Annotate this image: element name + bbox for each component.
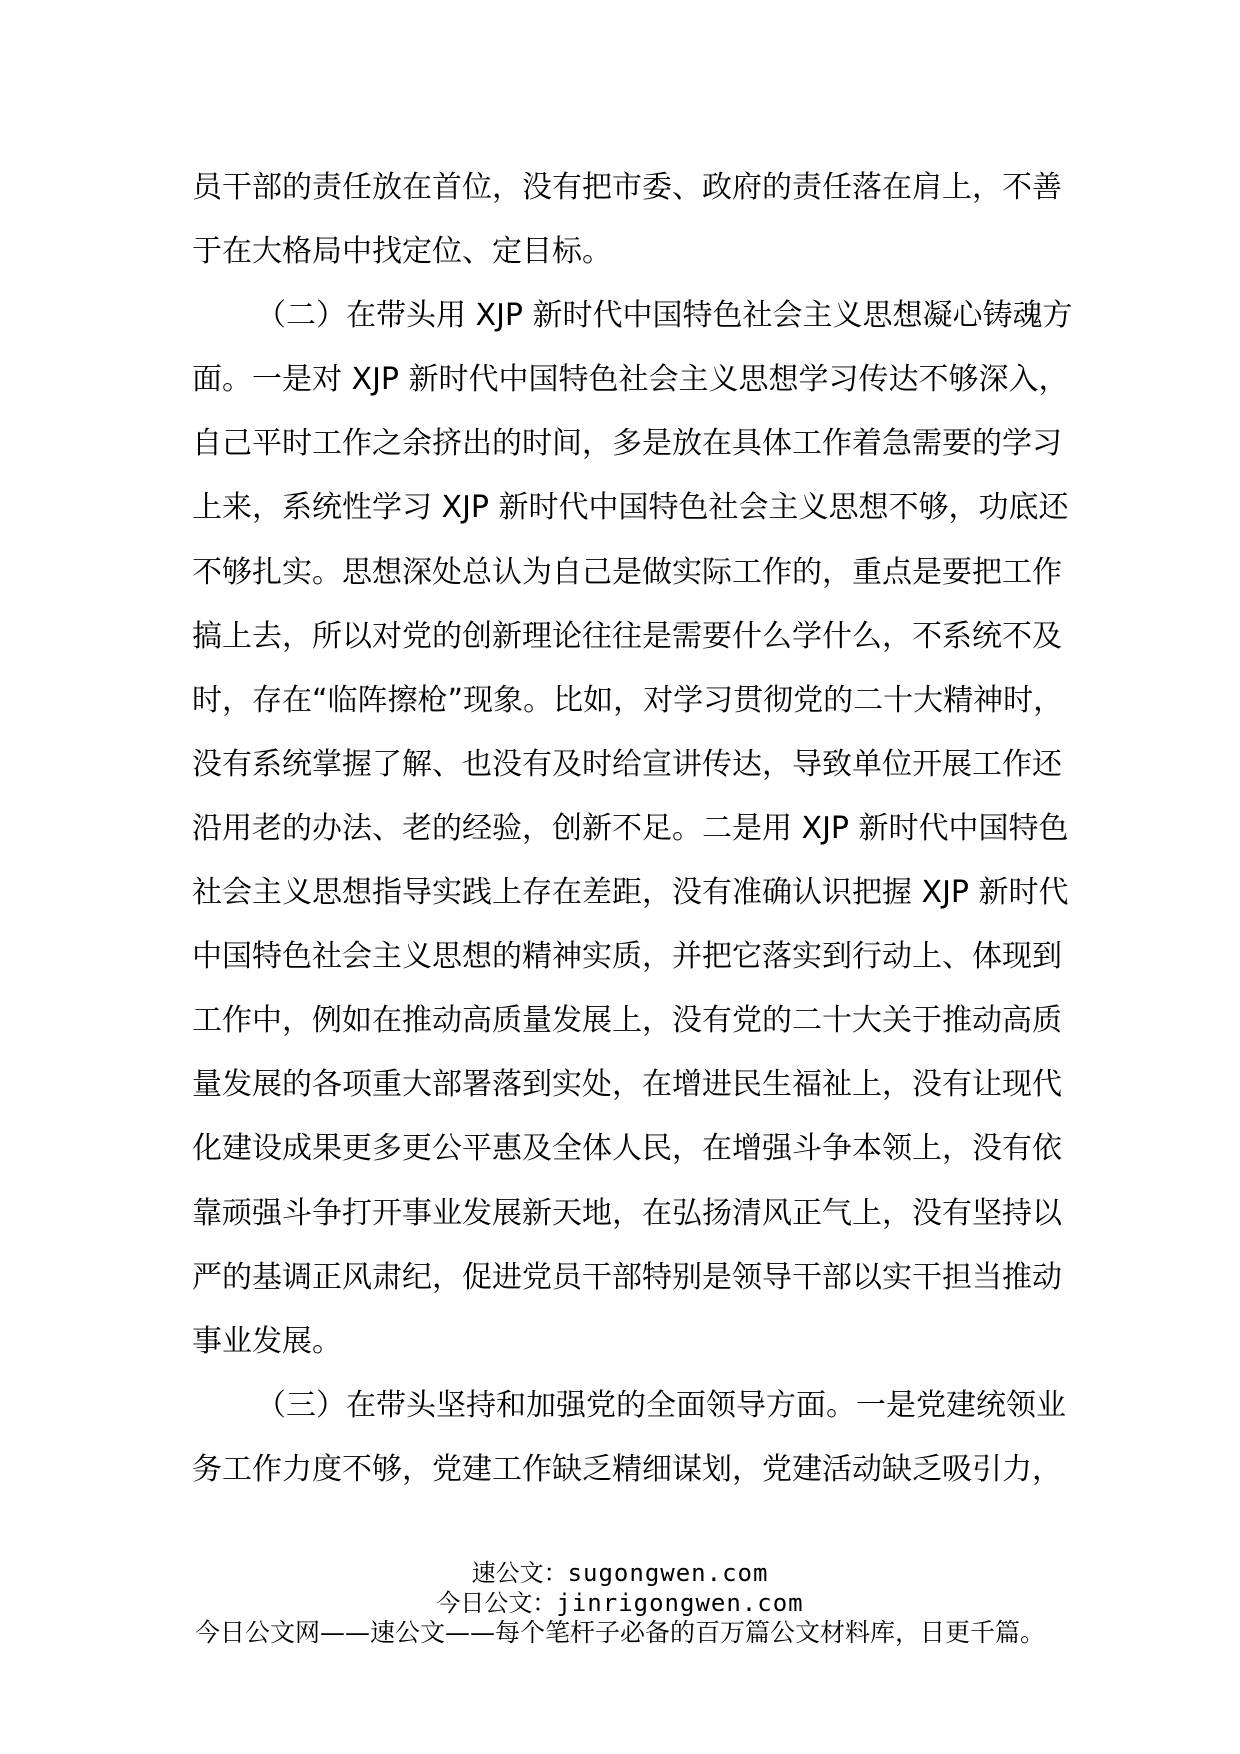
text-line: （三）在带头坚持和加强党的全面领导方面。一是党建统领业	[256, 1387, 1066, 1423]
footer-line-jinrigongwen	[0, 1588, 1240, 1618]
text-line: 事业发展。	[192, 1323, 342, 1359]
text-line: 务工作力度不够，党建工作缺乏精细谋划，党建活动缺乏吸引力，	[192, 1451, 1062, 1487]
text-line: 中国特色社会主义思想的精神实质，并把它落实到行动上、体现到	[192, 939, 1062, 975]
paragraph-2	[192, 284, 1073, 1374]
text-line: （二）在带头用 XJP 新时代中国特色社会主义思想凝心铸魂方	[256, 298, 1073, 334]
text-line: 沿用老的办法、老的经验，创新不足。二是用 XJP 新时代中国特色	[192, 810, 1069, 846]
paragraph-3	[192, 1374, 1066, 1502]
footer-link-jinrigongwen[interactable]: jinrigongwen.com	[556, 1589, 804, 1617]
text-line: 严的基调正风肃纪，促进党员干部特别是领导干部以实干担当推动	[192, 1259, 1062, 1295]
text-line: 自己平时工作之余挤出的时间，多是放在具体工作着急需要的学习	[192, 426, 1062, 462]
text-line: 化建设成果更多更公平惠及全体人民，在增强斗争本领上，没有依	[192, 1131, 1062, 1167]
text-line: 员干部的责任放在首位，没有把市委、政府的责任落在肩上，不善	[192, 170, 1062, 205]
footer	[0, 1558, 1240, 1648]
text-line: 靠顽强斗争打开事业发展新天地，在弘扬清风正气上，没有坚持以	[192, 1195, 1062, 1231]
document-body	[192, 156, 1073, 1502]
text-line: 搞上去，所以对党的创新理论往往是需要什么学什么，不系统不及	[192, 618, 1062, 654]
footer-link-sugongwen[interactable]: sugongwen.com	[567, 1559, 769, 1587]
footer-line-sugongwen	[0, 1558, 1240, 1588]
footer-tagline: 今日公文网——速公文——每个笔杆子必备的百万篇公文材料库，日更千篇。	[194, 1618, 1045, 1647]
text-line: 上来，系统性学习 XJP 新时代中国特色社会主义思想不够，功底还	[192, 490, 1069, 526]
text-line: 时，存在“临阵擦枪”现象。比如，对学习贯彻党的二十大精神时，	[192, 682, 1064, 718]
footer-label-jinrigongwen: 今日公文：	[436, 1589, 557, 1617]
text-line: 不够扎实。思想深处总认为自己是做实际工作的，重点是要把工作	[192, 554, 1062, 590]
text-line: 没有系统掌握了解、也没有及时给宣讲传达，导致单位开展工作还	[192, 746, 1062, 782]
text-line: 社会主义思想指导实践上存在差距，没有准确认识把握 XJP 新时代	[192, 875, 1069, 911]
text-line: 量发展的各项重大部署落到实处，在增进民生福祉上，没有让现代	[192, 1067, 1062, 1103]
text-line: 面。一是对 XJP 新时代中国特色社会主义思想学习传达不够深入，	[192, 362, 1069, 398]
paragraph-1	[192, 156, 1062, 284]
footer-label-sugongwen: 速公文：	[471, 1559, 568, 1587]
text-line: 工作中，例如在推动高质量发展上，没有党的二十大关于推动高质	[192, 1003, 1062, 1039]
text-line: 于在大格局中找定位、定目标。	[192, 234, 612, 270]
